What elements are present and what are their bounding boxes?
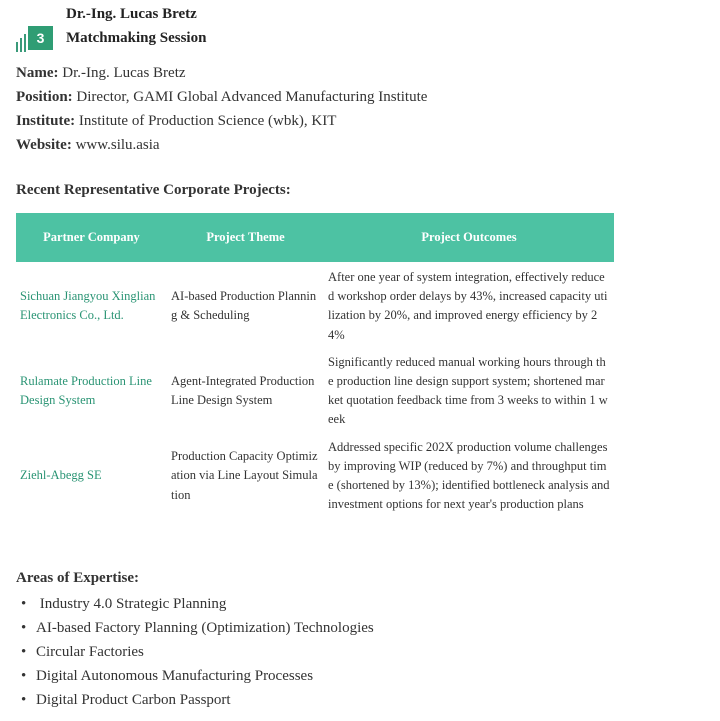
partner-cell: Sichuan Jiangyou Xinglian Electronics Co., Ltd. [20, 289, 156, 323]
column-header-outcomes: Project Outcomes [324, 213, 614, 262]
list-item [16, 616, 374, 640]
partner-cell: Rulamate Production Line Design System [20, 374, 152, 408]
table-header-row [16, 213, 614, 262]
table-row [16, 349, 614, 434]
projects-heading: Recent Representative Corporate Projects: [16, 182, 291, 198]
name-value: Dr.-Ing. Lucas Bretz [58, 65, 186, 81]
partner-cell: Ziehl-Abegg SE [20, 468, 102, 483]
list-item [16, 688, 374, 712]
name-label: Name: [16, 65, 59, 81]
expertise-item-text: Digital Product Carbon Passport [36, 692, 231, 708]
institute-value: Institute of Production Science (wbk), KIT [75, 113, 337, 129]
column-header-theme: Project Theme [167, 213, 324, 262]
expertise-item-text: Digital Autonomous Manufacturing Processes [36, 668, 314, 684]
column-header-partner: Partner Company [16, 213, 167, 262]
section-number-badge: 3 [28, 26, 53, 50]
bullet-icon: • [21, 668, 27, 684]
table-row [16, 434, 614, 521]
theme-cell: AI-based Production Planning & Scheduling [171, 289, 317, 323]
profile-info [16, 61, 427, 157]
website-row [16, 133, 427, 157]
list-item [16, 592, 374, 616]
expertise-item-text: AI-based Factory Planning (Optimization) Technologies [36, 620, 374, 636]
expertise-list [16, 592, 374, 712]
website-label: Website: [16, 137, 72, 153]
bullet-icon: • [21, 692, 27, 708]
theme-cell: Agent-Integrated Production Line Design System [171, 374, 315, 408]
website-value: www.silu.asia [71, 137, 160, 153]
outcomes-cell: Significantly reduced manual working hours through the production line design support system; shortened market quotation feedback time from 3 weeks to within 1 week [328, 354, 608, 427]
expertise-item-text: Circular Factories [36, 644, 144, 660]
outcomes-cell: After one year of system integration, effectively reduced workshop order delays by 43%, increased capacity utilization by 20%, and improved energy efficiency by 24% [328, 270, 608, 342]
position-row [16, 85, 427, 109]
header-subtitle: Matchmaking Session [66, 30, 207, 46]
theme-cell: Production Capacity Optimization via Line Layout Simulation [171, 449, 318, 502]
position-value: Director, GAMI Global Advanced Manufacturing Institute [72, 89, 428, 105]
outcomes-cell: Addressed specific 202X production volume challenges by improving WIP (reduced by 7%) and throughput time (shortened by 13%); identified bottleneck analysis and investment options for next year's production plans [328, 439, 610, 512]
bar-chart-icon [16, 34, 26, 52]
list-item [16, 664, 374, 688]
expertise-heading: Areas of Expertise: [16, 570, 140, 586]
bullet-icon: • [21, 644, 27, 660]
table-row [16, 262, 614, 349]
projects-table [16, 213, 614, 520]
institute-row [16, 109, 427, 133]
header-title: Dr.-Ing. Lucas Bretz [66, 6, 197, 22]
bullet-icon: • [21, 620, 27, 636]
position-label: Position: [16, 89, 73, 105]
expertise-item-text: Industry 4.0 Strategic Planning [36, 596, 227, 612]
institute-label: Institute: [16, 113, 76, 129]
section-header [16, 4, 416, 52]
list-item [16, 640, 374, 664]
name-row [16, 61, 427, 85]
bullet-icon: • [21, 596, 27, 612]
